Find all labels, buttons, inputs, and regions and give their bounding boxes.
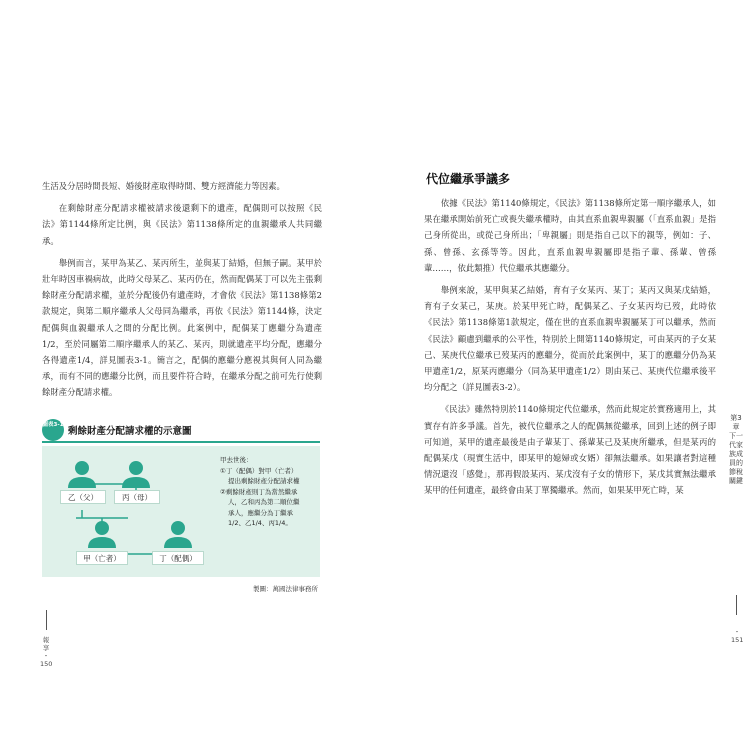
- figure-header: [42, 419, 192, 441]
- figure-source: 製圖：萬國法律事務所: [253, 585, 318, 593]
- left-page-body: [42, 178, 322, 401]
- note-line-2: ①丁（配偶）對甲（亡者）: [220, 466, 298, 475]
- person-icon-mother: [122, 461, 150, 488]
- chapter-tab: 第3章 下一代家族成員的節稅關鍵: [729, 414, 743, 485]
- right-page-body: [424, 170, 716, 499]
- note-line-1: 甲去世後：: [220, 456, 253, 464]
- section-title: 代位繼承爭議多: [426, 172, 511, 186]
- right-paragraph-1: 依據《民法》第1140條規定，《民法》第1138條所定第一順序繼承人，如果在繼承開始前死亡或喪失繼承權時，由其直系血親卑親屬（「直系血親」是指己身所從出，或從己身所出；「卑親屬」則是指自己以下的親等，例如：子、孫、曾孫、玄孫等等。因此，直系血親卑親屬即是指子輩、孫輩、曾孫輩……，依此類推）代位繼承其應繼分。: [424, 198, 716, 273]
- person-icon-spouse: [164, 521, 192, 548]
- right-folio: ・ 151: [731, 628, 744, 644]
- label-deceased: 甲（亡者）: [83, 554, 121, 563]
- right-paragraph-3: 《民法》雖然特別於1140條規定代位繼承，然而此規定於實務適用上，其實存有許多爭議。首先，被代位繼承之人的配偶無從繼承，回到上述的例子即可知道，某甲的遺產最後是由子輩某丁、孫輩某己及某庚所繼承，但是某丙的配偶某戊（現實生活中，即某甲的媳婦或女婿）卻無法繼承。如果讓者對這種情況還沒「感覺」，那再假設某丙、某戊沒有子女的情形下，某戊其實無法繼承某甲的任何遺產，最終會由某丁單獨繼承。然而，如果某甲死亡時，某: [424, 404, 716, 496]
- note-line-6: 承人，應繼分為丁繼承: [228, 508, 293, 517]
- left-folio-rule: [46, 610, 47, 630]
- figure-title-rule: [42, 441, 320, 443]
- note-line-7: 1/2、乙1/4、丙1/4。: [228, 519, 292, 527]
- right-folio-rule: [736, 595, 737, 615]
- person-icon-deceased: [88, 521, 116, 548]
- figure-title: 剩餘財產分配請求權的示意圖: [68, 426, 192, 437]
- label-father: 乙（父）: [68, 493, 98, 502]
- note-line-4: ②剩餘財產則丁為當然繼承: [220, 487, 298, 496]
- left-paragraph-1: 生活及分居時間長短、婚後財產取得時間、雙方經濟能力等因素。: [42, 181, 285, 191]
- note-line-5: 人，乙和丙為第二順位繼: [228, 498, 300, 506]
- figure-badge: 圖表3-1: [42, 419, 64, 441]
- right-paragraph-2: 舉例來說，某甲與某乙結婚，育有子女某丙、某丁；某丙又與某戊結婚，育有子女某己，某庚。於某甲死亡時，配偶某乙、子女某丙均已歿，此時依《民法》第1138條第1款規定，僅在世的直系血親卑親屬某丁可以繼承，然而《民法》顧慮到繼承的公平性，特別於上開第1140條規定，可由某丙的子女某己、某庚代位繼承已歿某丙的應繼分，從而於此案例中，某丁的應繼分仍為某甲遺產1/2，原某丙應繼分（同為某甲遺產1/2）則由某己、某庚代位繼承後平均分配之（詳見圖表3-2）。: [424, 285, 716, 393]
- left-paragraph-3: 舉例而言，某甲為某乙、某丙所生，並與某丁結婚，但無子嗣。某甲於壯年時因車禍病故，此時父母某乙、某丙仍在，然而配偶某丁可以先主張剩餘財產分配請求權，並於分配後仍有遺產時，才會依《民法》第1138條第2款規定，與第二順序繼承人父母同為繼承，再依《民法》第1144條，決定配偶與血親繼承人之間的分配比例。此案例中，配偶某丁應繼分為遺產1/2，至於同屬第二順序繼承人的某乙、某丙，則就遺產平均分配，應繼分各得遺產1/4，詳見圖表3-1。簡言之，配偶的應繼分應視其與何人同為繼承，而有不同的應繼分比例，而且要件符合時，在繼承分配之前可先行使剩餘財產分配請求權。: [42, 257, 322, 398]
- figure-3-1: [42, 419, 320, 599]
- figure-panel: [42, 446, 320, 577]
- left-paragraph-2: 在剩餘財產分配請求權被請求後還剩下的遺產，配偶則可以按照《民法》第1144條所定比例，與《民法》第1138條所定的血親繼承人共同繼承。: [42, 203, 322, 246]
- label-mother: 丙（母）: [122, 493, 152, 502]
- note-line-3: 提出剩餘財產分配請求權: [228, 477, 300, 485]
- left-folio: 報 享 ・ 150: [40, 636, 53, 668]
- label-spouse: 丁（配偶）: [159, 554, 197, 563]
- person-icon-father: [68, 461, 96, 488]
- figure-note: [220, 455, 316, 529]
